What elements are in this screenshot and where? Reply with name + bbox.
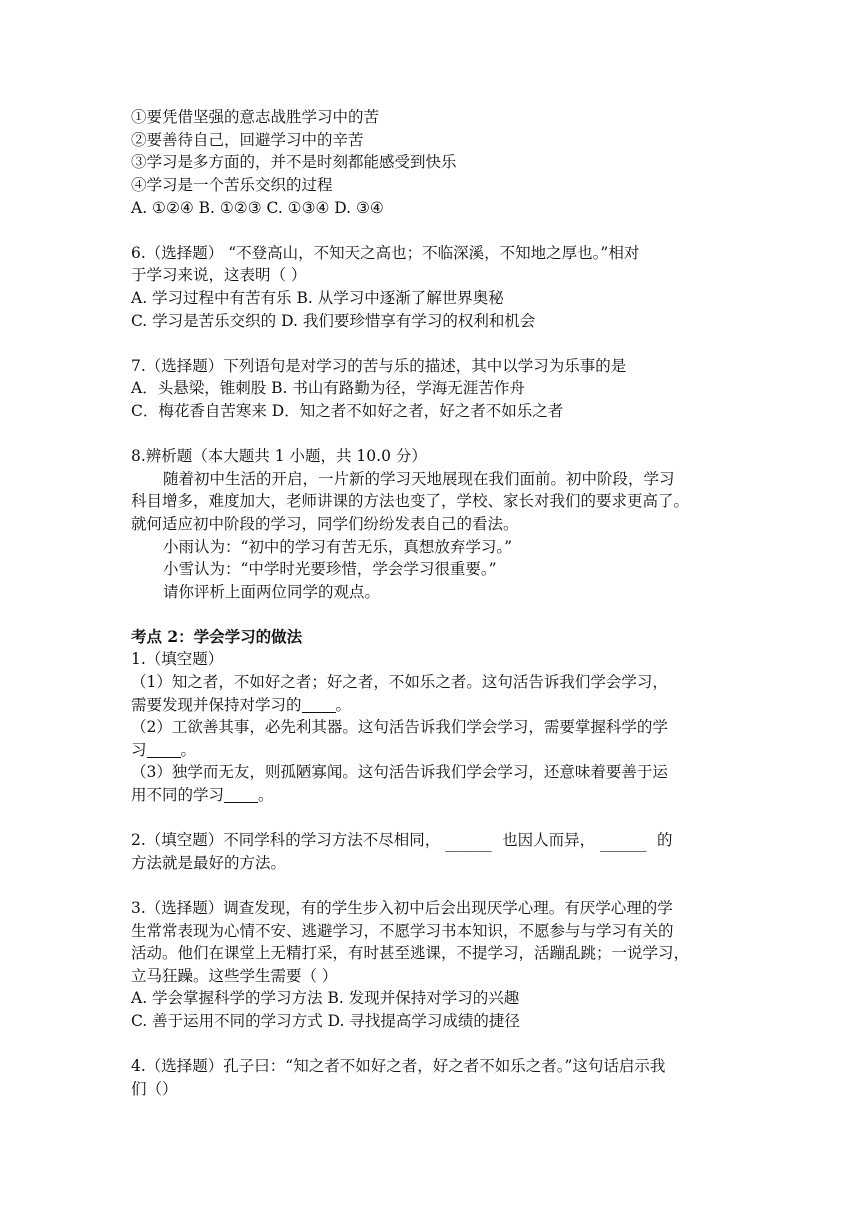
text: 。 <box>258 786 274 804</box>
s2q3-options-cd: C. 善于运用不同的学习方式 D. 寻找提高学习成绩的捷径 <box>131 1012 520 1030</box>
s2q1-item3-line2 <box>131 784 741 807</box>
q8-paragraph-line1: 随着初中生活的开启，一片新的学习天地展现在我们面前。初中阶段，学习 <box>163 470 675 488</box>
section-title: 考点 2：学会学习的做法 <box>131 627 303 646</box>
text: 习 <box>131 741 147 759</box>
s2q2-line2: 方法就是最好的方法。 <box>131 854 287 872</box>
q7-options-cd: C．梅花香自苦寒来 D．知之者不如好之者，好之者不如乐之者 <box>131 402 564 420</box>
s2q2-line1 <box>131 829 741 852</box>
s2q1-item3-line1: （3）独学而无友，则孤陋寡闻。这句活告诉我们学会学习，还意味着要善于运 <box>131 763 668 781</box>
option-3: ③学习是多方面的，并不是时刻都能感受到快乐 <box>131 153 457 171</box>
text: 需要发现并保持对学习的 <box>131 696 302 714</box>
q6-options-ab: A. 学习过程中有苦有乐 B. 从学习中逐渐了解世界奥秘 <box>131 289 504 307</box>
option-2: ②要善待自己，回避学习中的辛苦 <box>131 131 364 149</box>
answer-choices: A. ①②④ B. ①②③ C. ①③④ D. ③④ <box>131 199 384 217</box>
fill-blank[interactable] <box>302 696 336 713</box>
q7-options-ab: A．头悬梁，锥刺股 B. 书山有路勤为径，学海无涯苦作舟 <box>131 379 525 397</box>
s2q3-line4: 立马狂躁。这些学生需要（ ） <box>131 967 338 985</box>
option-4: ④学习是一个苦乐交织的过程 <box>131 176 333 194</box>
s2q1-heading: 1.（填空题） <box>131 650 224 668</box>
s2q3-line3: 活动。他们在课堂上无精打采，有时甚至逃课，不提学习，活蹦乱跳；一说学习， <box>131 944 690 962</box>
q7-stem: 7.（选择题）下列语句是对学习的苦与乐的描述，其中以学习为乐事的是 <box>131 357 627 375</box>
q6-options-cd: C. 学习是苦乐交织的 D. 我们要珍惜享有学习的权利和机会 <box>131 312 536 330</box>
text: 2.（填空题）不同学科的学习方法不尽相同， <box>131 831 446 849</box>
fill-blank[interactable] <box>224 786 258 803</box>
fill-blank[interactable] <box>445 832 497 848</box>
s2q3-line1: 3.（选择题）调查发现，有的学生步入初中后会出现厌学心理。有厌学心理的学 <box>131 899 673 917</box>
q8-quote-xiaoxue: 小雪认为：“中学时光要珍惜，学会学习很重要。” <box>163 560 497 578</box>
q8-paragraph-line2: 科目增多，难度加大，老师讲课的方法也变了，学校、家长对我们的要求更高了。 <box>131 492 690 510</box>
q6-stem-line1: 6.（选择题） “不登高山，不知天之高也；不临深溪，不知地之厚也。”相对 <box>131 244 640 262</box>
s2q1-item1-line2 <box>131 694 741 717</box>
s2q1-item2-line1: （2）工欲善其事，必先利其器。这句活告诉我们学会学习，需要掌握科学的学 <box>131 718 668 736</box>
text: 。 <box>180 741 197 759</box>
text: 的 <box>652 831 673 849</box>
s2q1-item2-line2 <box>131 739 741 762</box>
s2q4-line2: 们（） <box>131 1080 178 1098</box>
text: 也因人而异， <box>497 831 601 849</box>
q8-instruction: 请你评析上面两位同学的观点。 <box>163 583 381 601</box>
q6-stem-line2: 于学习来说，这表明（ ） <box>131 266 307 284</box>
s2q3-line2: 生常常表现为心情不安、逃避学习，不愿学习书本知识，不愿参与与学习有关的 <box>131 922 674 940</box>
s2q1-item1-line1: （1）知之者，不如好之者；好之者，不如乐之者。这句活告诉我们学会学习， <box>131 673 668 691</box>
option-1: ①要凭借坚强的意志战胜学习中的苦 <box>131 108 380 126</box>
fill-blank[interactable] <box>600 832 652 848</box>
text: 。 <box>335 696 352 714</box>
s2q3-options-ab: A. 学会掌握科学的学习方法 B. 发现并保持对学习的兴趣 <box>131 989 520 1007</box>
text: 用不同的学习 <box>131 786 225 804</box>
fill-blank[interactable] <box>147 741 181 758</box>
s2q4-line1: 4.（选择题）孔子曰：“知之者不如好之者，好之者不如乐之者。”这句话启示我 <box>131 1057 666 1075</box>
q8-paragraph-line3: 就何适应初中阶段的学习，同学们纷纷发表自己的看法。 <box>131 515 519 533</box>
q8-heading: 8.辨析题（本大题共 1 小题，共 10.0 分） <box>131 447 427 465</box>
q8-quote-xiaoyu: 小雨认为：“初中的学习有苦无乐，真想放弃学习。” <box>163 538 513 556</box>
